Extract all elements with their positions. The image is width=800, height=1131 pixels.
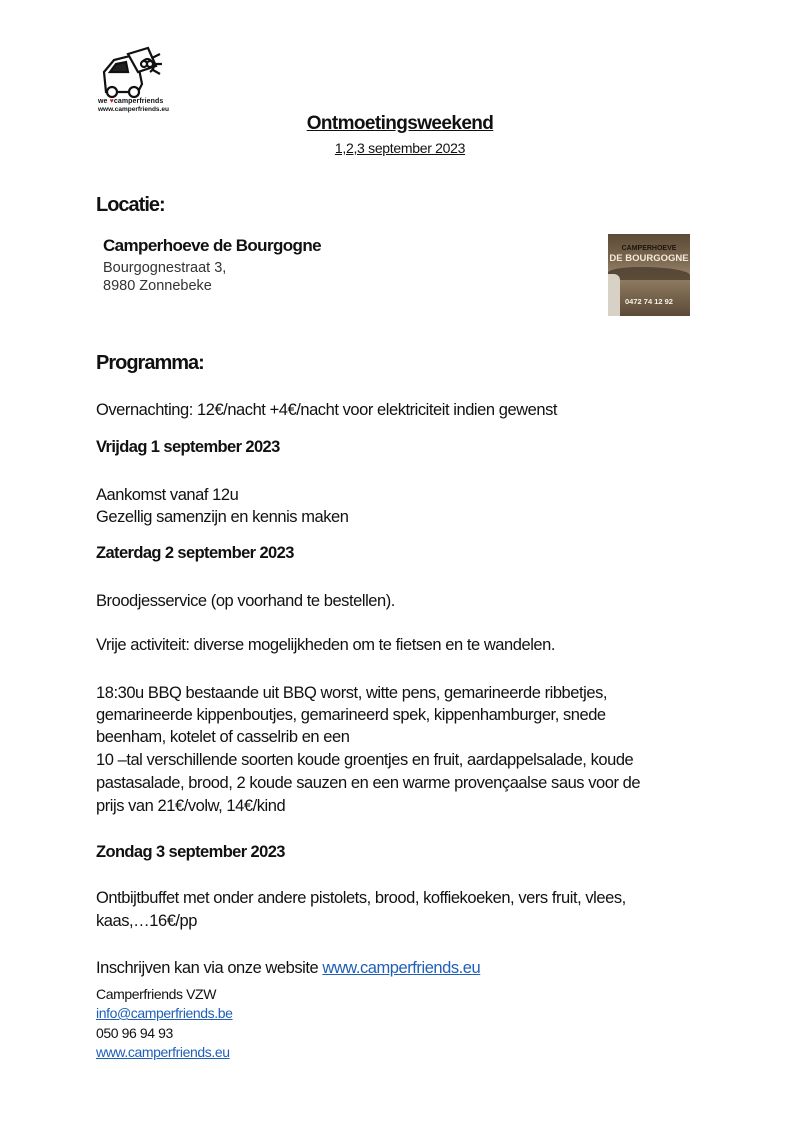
saturday-line: pastasalade, brood, 2 koude sauzen en een warme provençaalse saus voor de [96, 774, 641, 792]
saturday-line: beenham, kotelet of casselrib en een [96, 728, 350, 746]
logo-tagline-prefix: we [98, 98, 108, 105]
day-heading-friday: Vrijdag 1 september 2023 [96, 438, 280, 456]
venue-name: Camperhoeve de Bourgogne [103, 236, 321, 255]
footer-org: Camperfriends VZW [96, 986, 217, 1002]
footer-phone: 050 96 94 93 [96, 1025, 173, 1041]
saturday-line: Vrije activiteit: diverse mogelijkheden om te fietsen en te wandelen. [96, 636, 556, 654]
friday-line: Aankomst vanaf 12u [96, 486, 239, 504]
photo-caption-line2: DE BOURGOGNE [609, 253, 689, 264]
registration-website-link[interactable]: www.camperfriends.eu [322, 959, 481, 977]
day-heading-saturday: Zaterdag 2 september 2023 [96, 544, 294, 562]
photo-camper [608, 274, 620, 316]
logo-url: www.camperfriends.eu [98, 106, 169, 113]
camper-van-icon [98, 44, 170, 98]
sunday-line: Ontbijtbuffet met onder andere pistolets, brood, koffiekoeken, vers fruit, vlees, [96, 889, 626, 907]
location-heading: Locatie: [96, 194, 165, 216]
venue-address-street: Bourgognestraat 3, [103, 260, 227, 276]
footer-email-link[interactable]: info@camperfriends.be [96, 1005, 233, 1021]
saturday-line: gemarineerde kippenboutjes, gemarineerd spek, kippenhamburger, snede [96, 706, 606, 724]
page-title: Ontmoetingsweekend [306, 113, 494, 134]
registration-text: Inschrijven kan via onze website [96, 959, 323, 977]
saturday-line: 18:30u BBQ bestaande uit BBQ worst, witte pens, gemarineerde ribbetjes, [96, 684, 608, 702]
logo-tagline [98, 98, 163, 105]
logo-tagline-brand: camperfriends [113, 98, 164, 105]
footer-website-link[interactable]: www.camperfriends.eu [96, 1044, 230, 1060]
registration-line [96, 957, 480, 979]
day-heading-sunday: Zondag 3 september 2023 [96, 843, 285, 861]
photo-hills [608, 267, 690, 281]
friday-line: Gezellig samenzijn en kennis maken [96, 508, 349, 526]
venue-address-city: 8980 Zonnebeke [103, 278, 212, 294]
saturday-line: prijs van 21€/volw, 14€/kind [96, 797, 286, 815]
photo-phone: 0472 74 12 92 [625, 297, 673, 306]
event-dates: 1,2,3 september 2023 [334, 140, 466, 156]
saturday-line: 10 –tal verschillende soorten koude groentjes en fruit, aardappelsalade, koude [96, 751, 634, 769]
saturday-line: Broodjesservice (op voorhand te bestellen). [96, 592, 395, 610]
program-heading: Programma: [96, 352, 204, 374]
sunday-line: kaas,…16€/pp [96, 912, 198, 930]
photo-caption-line1: CAMPERHOEVE [621, 245, 677, 252]
overnight-price: Overnachting: 12€/nacht +4€/nacht voor elektriciteit indien gewenst [96, 401, 558, 419]
heart-icon: ♥ [109, 98, 114, 105]
venue-photo [608, 234, 690, 316]
